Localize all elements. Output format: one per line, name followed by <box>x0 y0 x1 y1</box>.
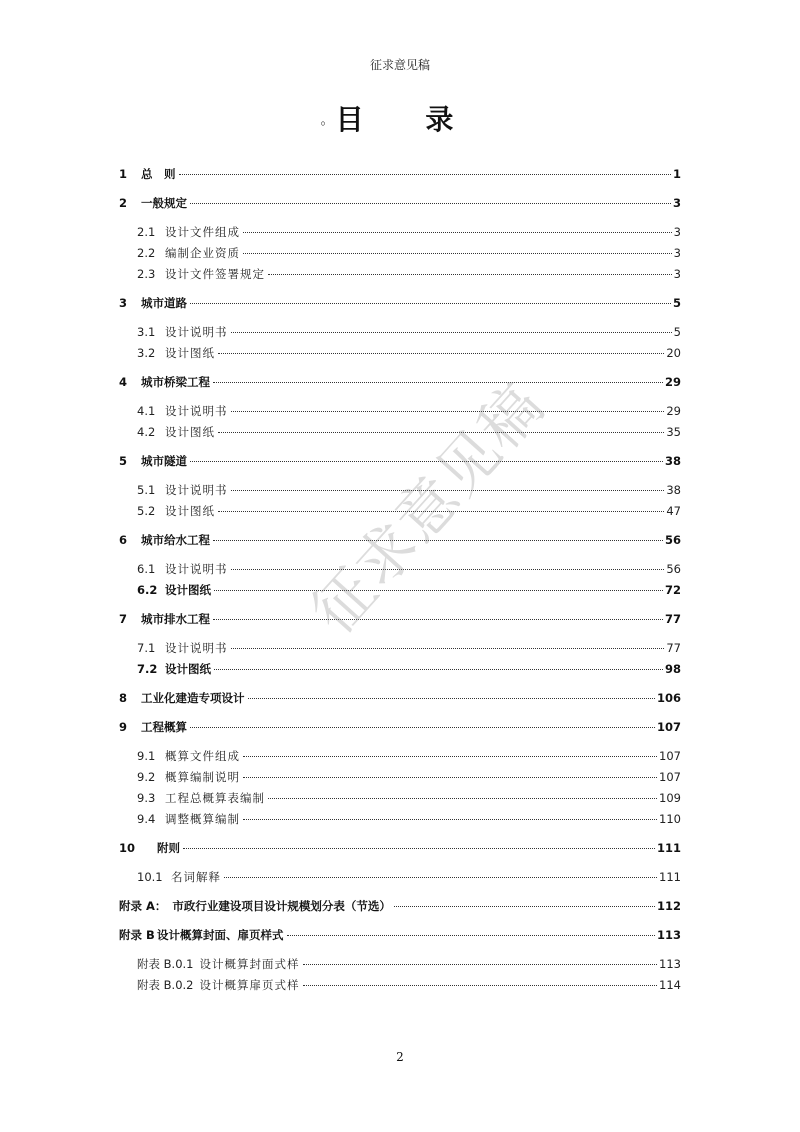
toc-entry-number: 10.1 <box>137 870 163 884</box>
toc-entry-title: 设计概算扉页式样 <box>199 978 300 992</box>
toc-entry-number: 10 <box>119 841 136 855</box>
toc-entry-number: 4 <box>119 375 128 389</box>
toc-entry-page: 47 <box>666 504 681 518</box>
toc-entry-page: 113 <box>656 928 681 942</box>
dot-leader <box>218 511 664 512</box>
toc-entry[interactable] <box>137 561 681 577</box>
toc-entry-title: 调整概算编制 <box>165 812 240 826</box>
toc-entry[interactable] <box>137 769 681 785</box>
toc-entry[interactable] <box>137 245 681 261</box>
toc-entry-title: 城市给水工程 <box>141 533 210 547</box>
dot-leader <box>243 819 657 820</box>
title-mark: 。 <box>320 112 334 128</box>
dot-leader <box>394 906 655 907</box>
toc-entry-title: 工业化建造专项设计 <box>141 691 245 705</box>
toc-entry[interactable] <box>137 482 681 498</box>
toc-entry-title: 工程总概算表编制 <box>165 791 265 805</box>
dot-leader <box>190 203 671 204</box>
toc-entry-page: 56 <box>666 562 681 576</box>
dot-leader <box>231 411 665 412</box>
toc-entry[interactable] <box>137 403 681 419</box>
toc-entry-page: 77 <box>664 612 681 626</box>
toc-entry-page: 72 <box>664 583 681 597</box>
toc-entry-number: 8 <box>119 691 128 705</box>
toc-entry-page: 38 <box>666 483 681 497</box>
toc-entry-number: 4.1 <box>137 404 156 418</box>
toc-entry-number: 9.3 <box>137 791 156 805</box>
toc-entry-title: 城市桥梁工程 <box>141 375 210 389</box>
toc-entry-title: 设计文件签署规定 <box>165 267 265 281</box>
toc-entry[interactable] <box>119 453 681 469</box>
toc-entry-page: 110 <box>659 812 681 826</box>
toc-entry-page: 5 <box>673 325 681 339</box>
toc-entry-page: 3 <box>673 246 681 260</box>
toc-entry-page: 106 <box>656 691 681 705</box>
toc-entry[interactable] <box>119 840 681 856</box>
toc-entry-title: 设计说明书 <box>165 404 228 418</box>
dot-leader <box>218 353 664 354</box>
toc-entry-page: 107 <box>659 749 681 763</box>
toc-entry-page: 112 <box>656 899 681 913</box>
toc-entry[interactable] <box>119 166 681 182</box>
toc-entry[interactable] <box>137 977 681 993</box>
toc-entry-page: 56 <box>664 533 681 547</box>
dot-leader <box>231 569 665 570</box>
toc-entry-page: 1 <box>672 167 681 181</box>
toc-entry-title: 总 则 <box>141 167 176 181</box>
dot-leader <box>268 798 657 799</box>
toc-entry-page: 35 <box>666 425 681 439</box>
toc-entry[interactable] <box>137 224 681 240</box>
toc-entry[interactable] <box>119 195 681 211</box>
toc-entry-title: 市政行业建设项目设计规模划分表（节选） <box>172 899 391 913</box>
toc-entry-page: 38 <box>664 454 681 468</box>
toc-entry-number: 9.1 <box>137 749 156 763</box>
toc-entry-number: 2.3 <box>137 267 156 281</box>
toc-entry[interactable] <box>137 748 681 764</box>
toc-entry[interactable] <box>119 295 681 311</box>
toc-entry[interactable] <box>137 661 681 677</box>
toc-entry-number: 2.2 <box>137 246 156 260</box>
toc-entry-number: 9.2 <box>137 770 156 784</box>
toc-entry-title: 城市道路 <box>141 296 187 310</box>
dot-leader <box>231 648 665 649</box>
toc-entry-number: 附录 B <box>119 928 155 942</box>
dot-leader <box>224 877 657 878</box>
dot-leader <box>303 985 658 986</box>
toc-entry-page: 109 <box>659 791 681 805</box>
dot-leader <box>303 964 658 965</box>
toc-entry-number: 2.1 <box>137 225 156 239</box>
toc-entry[interactable] <box>137 345 681 361</box>
dot-leader <box>190 461 663 462</box>
toc-entry-page: 77 <box>666 641 681 655</box>
dot-leader <box>213 382 663 383</box>
toc-entry[interactable] <box>119 898 681 914</box>
toc-entry-title: 设计说明书 <box>165 641 228 655</box>
dot-leader <box>213 540 663 541</box>
toc-entry-title: 附则 <box>157 841 180 855</box>
watermark: 征求意见稿 <box>298 370 559 648</box>
dot-leader <box>248 698 655 699</box>
toc-entry-title: 城市隧道 <box>141 454 187 468</box>
toc-entry-title: 设计说明书 <box>165 562 228 576</box>
toc-entry-title: 工程概算 <box>141 720 187 734</box>
toc-entry-number: 9.4 <box>137 812 156 826</box>
page-header: 征求意见稿 <box>369 58 430 72</box>
toc-entry-number: 7.2 <box>137 662 158 676</box>
dot-leader <box>183 848 655 849</box>
toc-entry[interactable] <box>119 690 681 706</box>
toc-entry-title: 名词解释 <box>171 870 221 884</box>
toc-entry-number: 5.1 <box>137 483 156 497</box>
toc-entry-title: 设计说明书 <box>165 325 228 339</box>
toc-entry-title: 概算编制说明 <box>165 770 240 784</box>
dot-leader <box>214 590 663 591</box>
dot-leader <box>268 274 672 275</box>
toc-entry[interactable] <box>119 927 681 943</box>
toc-entry-page: 3 <box>673 225 681 239</box>
toc-entry-title: 设计概算封面、扉页样式 <box>157 928 284 942</box>
toc-entry-number: 5 <box>119 454 128 468</box>
toc-entry[interactable] <box>137 640 681 656</box>
toc-entry-title: 设计图纸 <box>165 425 215 439</box>
dot-leader <box>231 332 672 333</box>
toc-entry-title: 设计说明书 <box>165 483 228 497</box>
toc-entry-title: 设计图纸 <box>165 583 211 597</box>
toc-entry[interactable] <box>137 424 681 440</box>
toc-entry-title: 设计概算封面式样 <box>199 957 300 971</box>
toc-entry-number: 7.1 <box>137 641 156 655</box>
toc-entry[interactable] <box>119 532 681 548</box>
toc-entry-number: 3 <box>119 296 128 310</box>
toc-entry[interactable] <box>137 324 681 340</box>
toc-entry-title: 一般规定 <box>141 196 187 210</box>
dot-leader <box>243 253 672 254</box>
toc-entry-number: 附表 B.0.2 <box>137 978 194 992</box>
dot-leader <box>243 777 657 778</box>
toc-entry[interactable] <box>137 266 681 282</box>
toc-entry[interactable] <box>119 719 681 735</box>
toc-entry-page: 107 <box>656 720 681 734</box>
dot-leader <box>231 490 665 491</box>
dot-leader <box>213 619 663 620</box>
toc-entry[interactable] <box>137 956 681 972</box>
toc-entry[interactable] <box>137 811 681 827</box>
toc-entry-page: 3 <box>673 267 681 281</box>
toc-entry-page: 20 <box>666 346 681 360</box>
dot-leader <box>179 174 671 175</box>
toc-entry-number: 6 <box>119 533 128 547</box>
toc-entry-page: 111 <box>656 841 681 855</box>
page-number: 2 <box>396 1050 404 1064</box>
toc-entry[interactable] <box>137 503 681 519</box>
toc-entry-page: 113 <box>659 957 681 971</box>
toc-entry-title: 城市排水工程 <box>141 612 210 626</box>
toc-entry[interactable] <box>119 611 681 627</box>
toc-entry-title: 概算文件组成 <box>165 749 240 763</box>
toc-entry[interactable] <box>137 869 681 885</box>
toc-entry-number: 附表 B.0.1 <box>137 957 194 971</box>
toc-entry-title: 设计图纸 <box>165 346 215 360</box>
toc-entry-title: 设计图纸 <box>165 662 211 676</box>
toc-entry-number: 6.2 <box>137 583 158 597</box>
toc-entry-title: 设计图纸 <box>165 504 215 518</box>
dot-leader <box>287 935 655 936</box>
toc-entry-page: 98 <box>664 662 681 676</box>
toc-entry-page: 3 <box>672 196 681 210</box>
toc-entry-number: 9 <box>119 720 128 734</box>
toc-entry-number: 3.2 <box>137 346 156 360</box>
dot-leader <box>190 727 655 728</box>
toc-entry-title: 编制企业资质 <box>165 246 240 260</box>
toc-entry-page: 107 <box>659 770 681 784</box>
toc-entry-number: 3.1 <box>137 325 156 339</box>
page-title: 目 录 <box>335 103 480 136</box>
dot-leader <box>214 669 663 670</box>
toc-entry-number: 1 <box>119 167 128 181</box>
toc-entry[interactable] <box>119 374 681 390</box>
toc-entry[interactable] <box>137 790 681 806</box>
toc-entry-title: 设计文件组成 <box>165 225 240 239</box>
toc-entry-page: 114 <box>659 978 681 992</box>
toc-entry-number: 5.2 <box>137 504 156 518</box>
toc-entry-page: 29 <box>664 375 681 389</box>
dot-leader <box>243 756 657 757</box>
toc-entry[interactable] <box>137 582 681 598</box>
dot-leader <box>243 232 672 233</box>
dot-leader <box>218 432 664 433</box>
toc-entry-number: 7 <box>119 612 128 626</box>
toc-entry-number: 6.1 <box>137 562 156 576</box>
toc-entry-number: 2 <box>119 196 128 210</box>
dot-leader <box>190 303 671 304</box>
toc-entry-page: 111 <box>659 870 681 884</box>
toc-entry-number: 附录 A： <box>119 899 167 913</box>
toc-entry-page: 5 <box>672 296 681 310</box>
toc-entry-number: 4.2 <box>137 425 156 439</box>
toc-entry-page: 29 <box>666 404 681 418</box>
